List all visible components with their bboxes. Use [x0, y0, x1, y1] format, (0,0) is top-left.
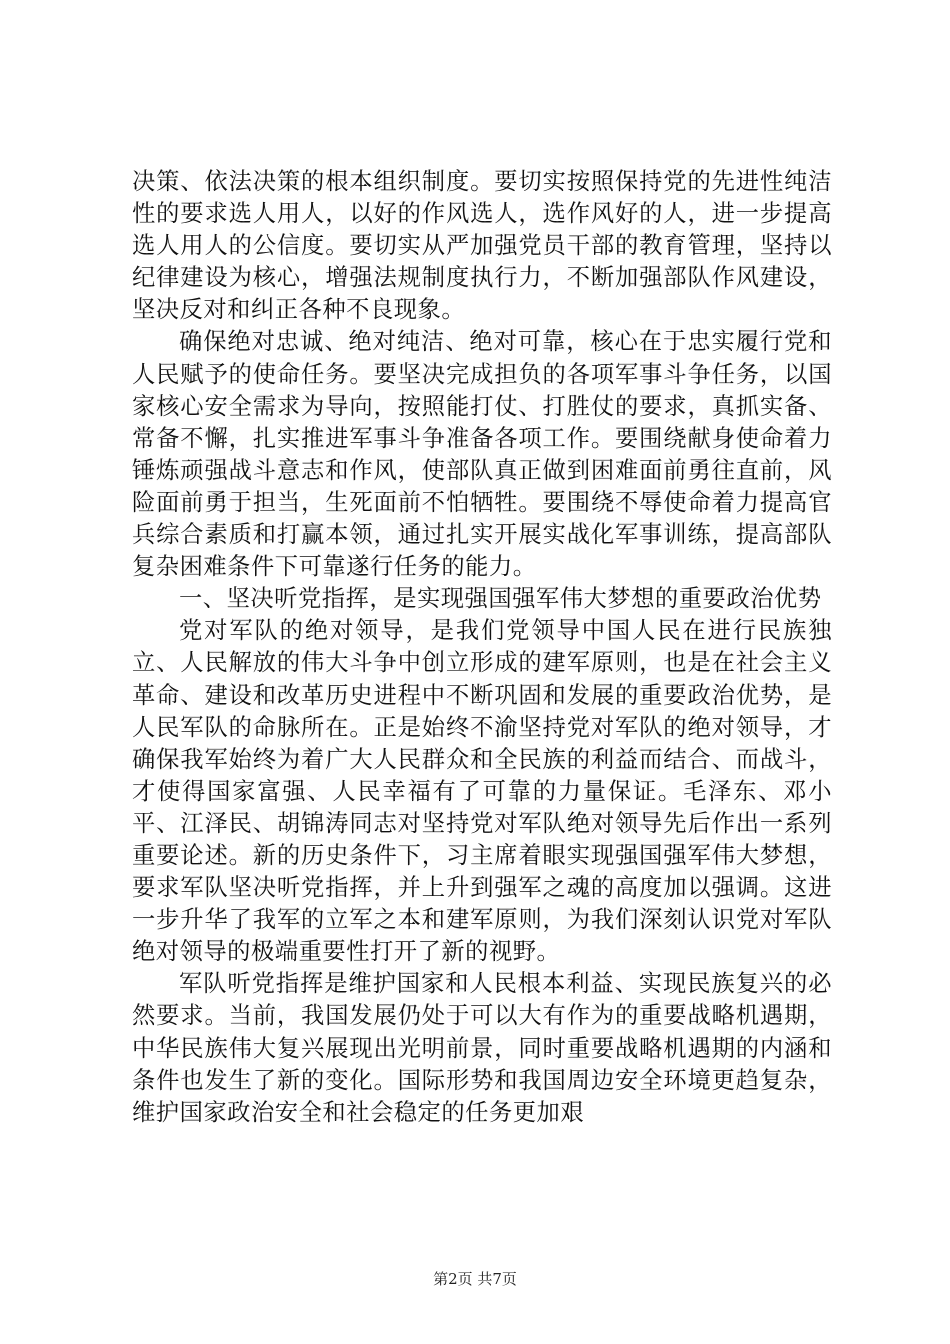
paragraph-1: 决策、依法决策的根本组织制度。要切实按照保持党的先进性纯洁性的要求选人用人，以好的作风选人，选作风好的人，进一步提高选人用人的公信度。要切实从严加强党员干部的教育管理，坚持以纪律建设为核心，增强法规制度执行力，不断加强部队作风建设，坚决反对和纠正各种不良现象。 — [132, 168, 832, 324]
paragraph-4: 军队听党指挥是维护国家和人民根本利益、实现民族复兴的必然要求。当前，我国发展仍处于可以大有作为的重要战略机遇期，中华民族伟大复兴展现出光明前景，同时重要战略机遇期的内涵和条件也发生了新的变化。国际形势和我国周边安全环境更趋复杂，维护国家政治安全和社会稳定的任务更加艰 — [132, 970, 832, 1126]
section-heading: 一、坚决听党指挥，是实现强国强军伟大梦想的重要政治优势 — [179, 585, 822, 613]
paragraph-3: 党对军队的绝对领导，是我们党领导中国人民在进行民族独立、人民解放的伟大斗争中创立形成的建军原则，也是在社会主义革命、建设和改革历史进程中不断巩固和发展的重要政治优势，是人民军队的命脉所在。正是始终不渝坚持党对军队的绝对领导，才确保我军始终为着广大人民群众和全民族的利益而结合、而战斗，才使得国家富强、人民幸福有了可靠的力量保证。毛泽东、邓小平、江泽民、胡锦涛同志对坚持党对军队绝对领导先后作出一系列重要论述。新的历史条件下，习主席着眼实现强国强军伟大梦想，要求军队坚决听党指挥，并上升到强军之魂的高度加以强调。这进一步升华了我军的立军之本和建军原则，为我们深刻认识党对军队绝对领导的极端重要性打开了新的视野。 — [132, 617, 832, 966]
document-body — [132, 166, 832, 1129]
paragraph-2: 确保绝对忠诚、绝对纯洁、绝对可靠，核心在于忠实履行党和人民赋予的使命任务。要坚决完成担负的各项军事斗争任务，以国家核心安全需求为导向，按照能打仗、打胜仗的要求，真抓实备、常备不懈，扎实推进军事斗争准备各项工作。要围绕献身使命着力锤炼顽强战斗意志和作风，使部队真正做到困难面前勇往直前，风险面前勇于担当，生死面前不怕牺牲。要围绕不辱使命着力提高官兵综合素质和打赢本领，通过扎实开展实战化军事训练，提高部队复杂困难条件下可靠遂行任务的能力。 — [132, 328, 832, 581]
page-footer: 第2页 共7页 — [433, 1270, 517, 1288]
